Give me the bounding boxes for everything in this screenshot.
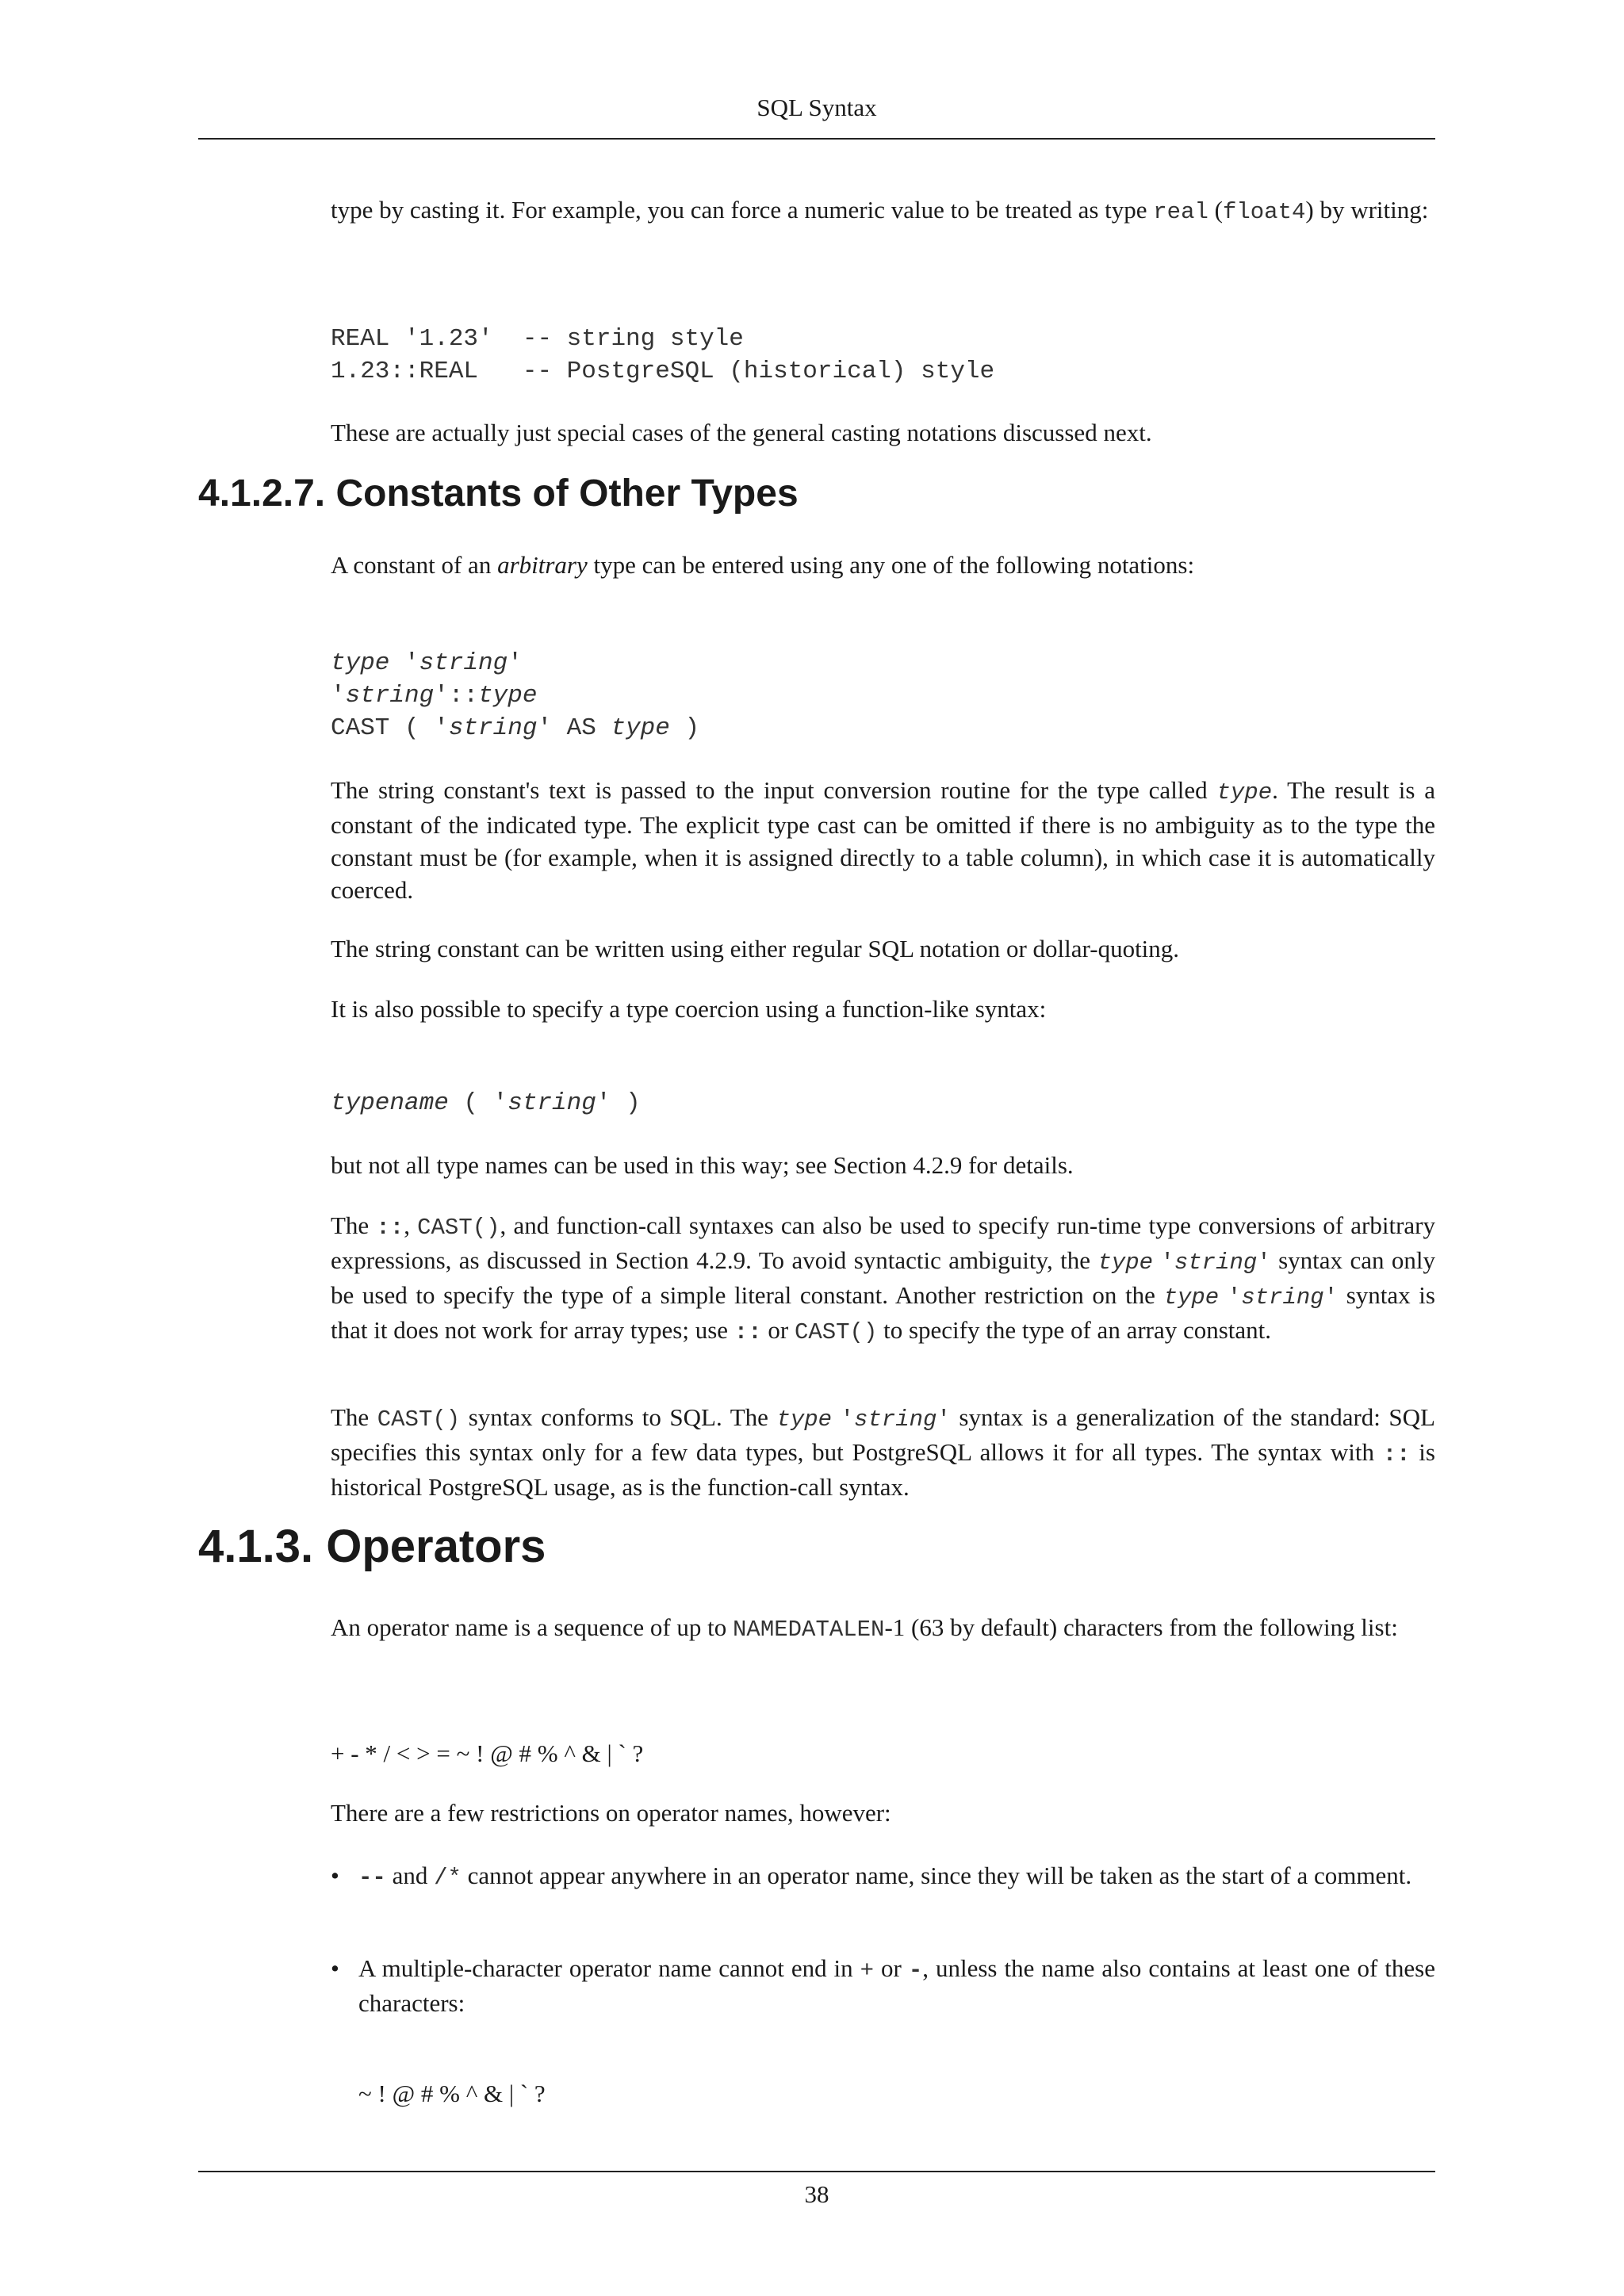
placeholder: string	[508, 1089, 596, 1117]
text: syntax is that it does not work for array types; use	[331, 1281, 1435, 1344]
text: '	[389, 649, 419, 677]
inline-code: +	[860, 1957, 875, 1984]
inline-code: ::	[376, 1215, 404, 1241]
inline-code: '	[840, 1406, 855, 1433]
code-block-function-syntax	[331, 1087, 1435, 1119]
header-divider	[198, 138, 1435, 140]
text: , unless the name also contains at least one of these characters:	[358, 1954, 1435, 2017]
bullet-icon: •	[331, 1954, 339, 1982]
text: . The result is a constant of the indicated type. The explicit type cast can be omitted if there is no ambiguity as to the type the constant must be (for example, when it is assigned directly to a table column), in which case it is automatically coerced.	[331, 776, 1435, 904]
text: -1 (63 by default) characters from the following list:	[884, 1613, 1398, 1641]
inline-code: real	[1153, 199, 1208, 225]
text: cannot appear anywhere in an operator name, since they will be taken as the start of a comment.	[461, 1862, 1412, 1889]
placeholder: type	[331, 649, 390, 677]
text: The string constant's text is passed to the input conversion routine for the type called	[331, 776, 1217, 804]
inline-code: type	[1163, 1284, 1220, 1311]
inline-code: --	[358, 1865, 386, 1891]
operator-character-list-2: ~ ! @ # % ^ & | ` ?	[358, 2080, 546, 2107]
text: '	[508, 649, 523, 677]
footer-divider	[198, 2171, 1435, 2172]
text: ( '	[448, 1089, 508, 1117]
intro-paragraph	[331, 193, 1435, 228]
code-block-notations	[331, 647, 1435, 744]
text: )	[669, 714, 700, 742]
code-line	[331, 647, 1435, 679]
list-item	[331, 1859, 1435, 1894]
inline-code: CAST()	[794, 1319, 878, 1345]
paragraph	[331, 1611, 1435, 1646]
inline-code: type	[776, 1406, 833, 1433]
text: type can be entered using any one of the following notations:	[587, 551, 1195, 579]
text: and	[385, 1862, 435, 1889]
inline-code: '	[936, 1406, 951, 1433]
inline-code: type	[1216, 779, 1273, 806]
text: '::	[434, 682, 479, 710]
inline-code: '	[1160, 1249, 1174, 1276]
inline-code: /*	[434, 1865, 462, 1891]
page-number: 38	[804, 2180, 829, 2208]
inline-code: ::	[733, 1319, 762, 1345]
section-heading-4-1-3: 4.1.3. Operators	[198, 1521, 546, 1572]
list-item	[331, 1952, 1435, 2019]
inline-code: float4	[1222, 199, 1306, 225]
code-block-cast-examples	[331, 323, 1435, 388]
paragraph: There are a few restrictions on operator names, however:	[331, 1799, 891, 1827]
emphasis: arbitrary	[497, 551, 588, 579]
text: is historical PostgreSQL usage, as is the function-call syntax.	[331, 1438, 1435, 1501]
text: syntax is a generalization of the standard: SQL specifies this syntax only for a few data types, but PostgreSQL allows it for all types. The syntax with	[331, 1403, 1435, 1466]
inline-code: CAST()	[377, 1406, 461, 1433]
inline-code: string	[1241, 1284, 1324, 1311]
text	[1219, 1281, 1228, 1309]
text: to specify the type of an array constant.	[877, 1316, 1272, 1344]
paragraph	[331, 1401, 1435, 1503]
bullet-icon: •	[331, 1862, 339, 1889]
text: or	[874, 1954, 909, 1982]
paragraph: but not all type names can be used in this way; see Section 4.2.9 for details.	[331, 1151, 1074, 1179]
inline-code: string	[1174, 1249, 1258, 1276]
placeholder: string	[448, 714, 538, 742]
paragraph	[331, 1209, 1435, 1349]
text: The	[331, 1211, 377, 1239]
text: or	[761, 1316, 795, 1344]
placeholder: string	[345, 682, 435, 710]
text: '	[331, 682, 346, 710]
placeholder: string	[419, 649, 508, 677]
paragraph	[331, 774, 1435, 906]
text: CAST ( '	[331, 714, 449, 742]
text: The	[331, 1403, 377, 1431]
inline-code: '	[1227, 1284, 1242, 1311]
list-item-text	[358, 1859, 1435, 1894]
inline-code: string	[854, 1406, 937, 1433]
text: syntax can only be used to specify the type of a simple literal constant. Another restriction on the	[331, 1246, 1435, 1309]
inline-code: ::	[1382, 1441, 1411, 1468]
text: A constant of an	[331, 551, 498, 579]
inline-code: -	[908, 1957, 923, 1984]
placeholder: typename	[331, 1089, 449, 1117]
text: ,	[404, 1211, 418, 1239]
operator-character-list: + - * / < > = ~ ! @ # % ^ & | ` ?	[331, 1739, 644, 1767]
running-header: SQL Syntax	[756, 94, 877, 121]
placeholder: type	[478, 682, 538, 710]
text: ' AS	[537, 714, 611, 742]
text: , and function-call syntaxes can also be used to specify run-time type conversions of arbitrary expressions, as discussed in Section 4.2.9. To avoid syntactic ambiguity, the	[331, 1211, 1435, 1274]
text: (	[1208, 196, 1223, 224]
paragraph: The string constant can be written using either regular SQL notation or dollar-quoting.	[331, 935, 1180, 962]
code-line: 1.23::REAL -- PostgreSQL (historical) style	[331, 358, 995, 385]
text: ) by writing:	[1305, 196, 1429, 224]
code-line	[331, 679, 1435, 712]
inline-code: '	[1257, 1249, 1271, 1276]
paragraph	[331, 549, 1435, 581]
text: syntax conforms to SQL. The	[460, 1403, 777, 1431]
section-heading-4-1-2-7: 4.1.2.7. Constants of Other Types	[198, 473, 799, 515]
inline-code: type	[1097, 1249, 1154, 1276]
text: An operator name is a sequence of up to	[331, 1613, 733, 1641]
text: ' )	[596, 1089, 641, 1117]
inline-code: '	[1323, 1284, 1339, 1311]
list-item-text	[358, 1952, 1435, 2019]
text: A multiple-character operator name cannot end in	[358, 1954, 860, 1982]
code-line	[331, 712, 1435, 744]
placeholder: type	[611, 714, 670, 742]
text: type by casting it. For example, you can force a numeric value to be treated as type	[331, 196, 1154, 224]
inline-code: NAMEDATALEN	[733, 1617, 885, 1643]
paragraph: It is also possible to specify a type coercion using a function-like syntax:	[331, 995, 1047, 1023]
text	[832, 1403, 841, 1431]
code-line: REAL '1.23' -- string style	[331, 325, 744, 353]
paragraph: These are actually just special cases of the general casting notations discussed next.	[331, 419, 1152, 446]
inline-code: CAST()	[417, 1215, 500, 1241]
